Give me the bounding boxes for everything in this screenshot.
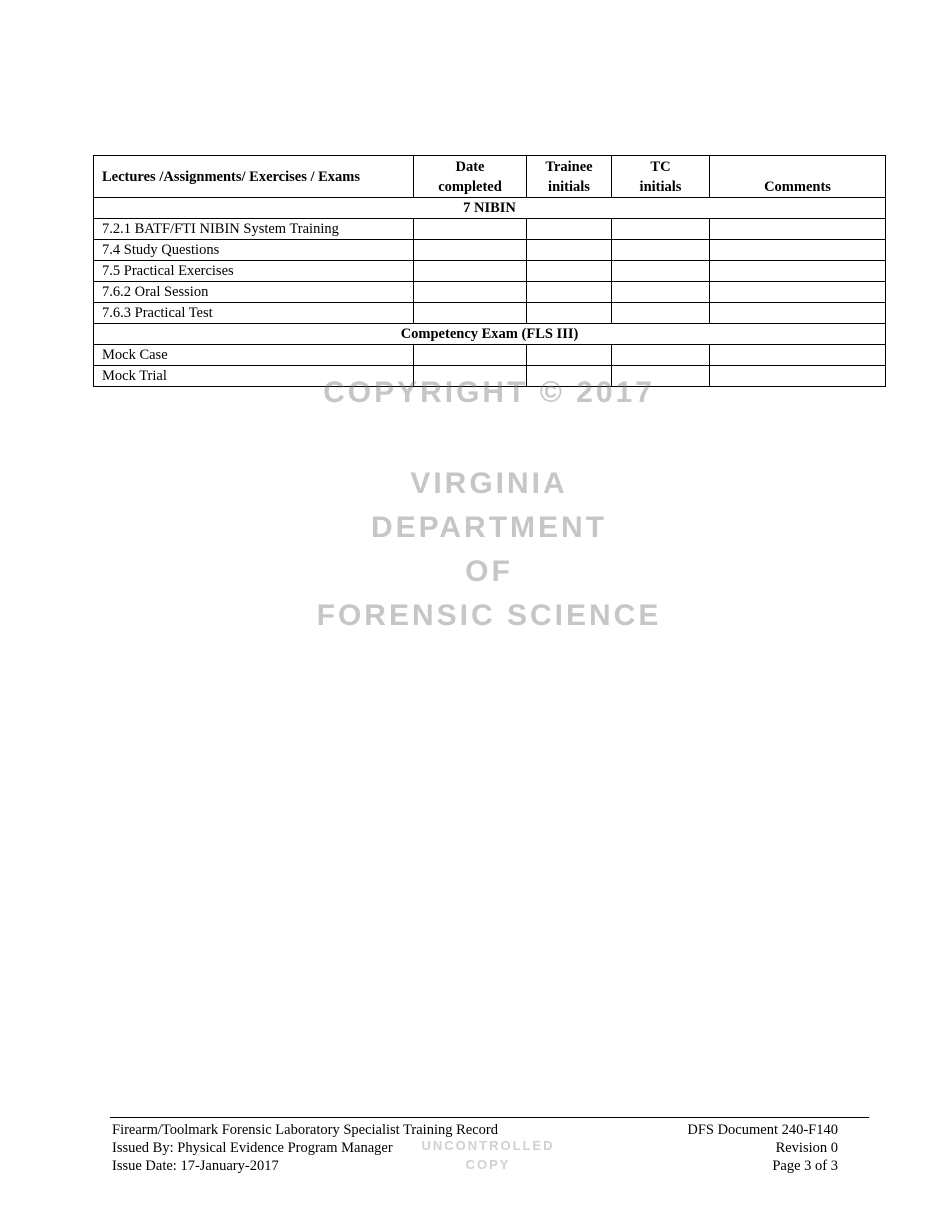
header-tc-line1: TC	[650, 158, 671, 175]
header-row	[94, 156, 886, 198]
header-trainee-line1: Trainee	[545, 158, 593, 175]
trainee-cell[interactable]	[527, 240, 612, 261]
comments-cell[interactable]	[710, 303, 886, 324]
section-row	[94, 198, 886, 219]
row-activity: 7.2.1 BATF/FTI NIBIN System Training	[94, 219, 414, 240]
header-date-completed	[414, 156, 527, 198]
watermark-line-virginia: VIRGINIA	[410, 467, 568, 500]
row-activity: 7.6.3 Practical Test	[94, 303, 414, 324]
tc-cell[interactable]	[612, 219, 710, 240]
row-activity: 7.5 Practical Exercises	[94, 261, 414, 282]
uncontrolled-copy-watermark	[420, 1136, 556, 1174]
organization-watermark	[0, 462, 950, 638]
tc-cell[interactable]	[612, 240, 710, 261]
header-date-line1: Date	[455, 158, 485, 175]
footer-issued-by: Issued By: Physical Evidence Program Manager	[112, 1140, 393, 1156]
section-row	[94, 324, 886, 345]
header-trainee-initials	[527, 156, 612, 198]
tc-cell[interactable]	[612, 303, 710, 324]
section-title-nibin: 7 NIBIN	[94, 198, 886, 219]
watermark-line-department: DEPARTMENT	[370, 511, 608, 544]
date-cell[interactable]	[414, 303, 527, 324]
comments-cell[interactable]	[710, 219, 886, 240]
row-activity: 7.4 Study Questions	[94, 240, 414, 261]
table-row	[94, 261, 886, 282]
trainee-cell[interactable]	[527, 303, 612, 324]
table-row	[94, 240, 886, 261]
trainee-cell[interactable]	[527, 219, 612, 240]
comments-cell[interactable]	[710, 366, 886, 387]
trainee-cell[interactable]	[527, 282, 612, 303]
date-cell[interactable]	[414, 366, 527, 387]
uncontrolled-line1: UNCONTROLLED	[421, 1138, 555, 1153]
date-cell[interactable]	[414, 282, 527, 303]
tc-cell[interactable]	[612, 282, 710, 303]
header-trainee-line2: initials	[548, 178, 590, 195]
footer-page-number: Page 3 of 3	[772, 1158, 838, 1174]
comments-cell[interactable]	[710, 345, 886, 366]
footer-document-number: DFS Document 240-F140	[687, 1122, 838, 1138]
training-record-table	[93, 155, 886, 387]
footer-right	[687, 1121, 838, 1175]
copyright-watermark: COPYRIGHT © 2017	[323, 376, 655, 409]
comments-cell[interactable]	[710, 261, 886, 282]
table-row	[94, 345, 886, 366]
trainee-cell[interactable]	[527, 261, 612, 282]
watermark-line-of: OF	[465, 555, 513, 588]
table-row	[94, 303, 886, 324]
table-row	[94, 282, 886, 303]
date-cell[interactable]	[414, 219, 527, 240]
comments-cell[interactable]	[710, 282, 886, 303]
row-activity: 7.6.2 Oral Session	[94, 282, 414, 303]
date-cell[interactable]	[414, 345, 527, 366]
date-cell[interactable]	[414, 261, 527, 282]
date-cell[interactable]	[414, 240, 527, 261]
section-title-competency: Competency Exam (FLS III)	[94, 324, 886, 345]
header-comments: Comments	[710, 156, 886, 198]
trainee-cell[interactable]	[527, 345, 612, 366]
footer-issue-date: Issue Date: 17-January-2017	[112, 1158, 279, 1174]
row-activity: Mock Trial	[94, 366, 414, 387]
header-tc-initials	[612, 156, 710, 198]
table-row	[94, 219, 886, 240]
tc-cell[interactable]	[612, 366, 710, 387]
trainee-cell[interactable]	[527, 366, 612, 387]
header-activity: Lectures /Assignments/ Exercises / Exams	[94, 156, 414, 198]
watermark-line-forensic-science: FORENSIC SCIENCE	[316, 599, 662, 632]
table-row	[94, 366, 886, 387]
footer-revision: Revision 0	[775, 1140, 838, 1156]
uncontrolled-line2: COPY	[465, 1157, 511, 1172]
comments-cell[interactable]	[710, 240, 886, 261]
footer-title: Firearm/Toolmark Forensic Laboratory Specialist Training Record	[112, 1122, 498, 1138]
tc-cell[interactable]	[612, 345, 710, 366]
header-tc-line2: initials	[639, 178, 682, 195]
row-activity: Mock Case	[94, 345, 414, 366]
tc-cell[interactable]	[612, 261, 710, 282]
header-date-line2: completed	[438, 178, 502, 195]
footer-divider	[110, 1117, 869, 1118]
